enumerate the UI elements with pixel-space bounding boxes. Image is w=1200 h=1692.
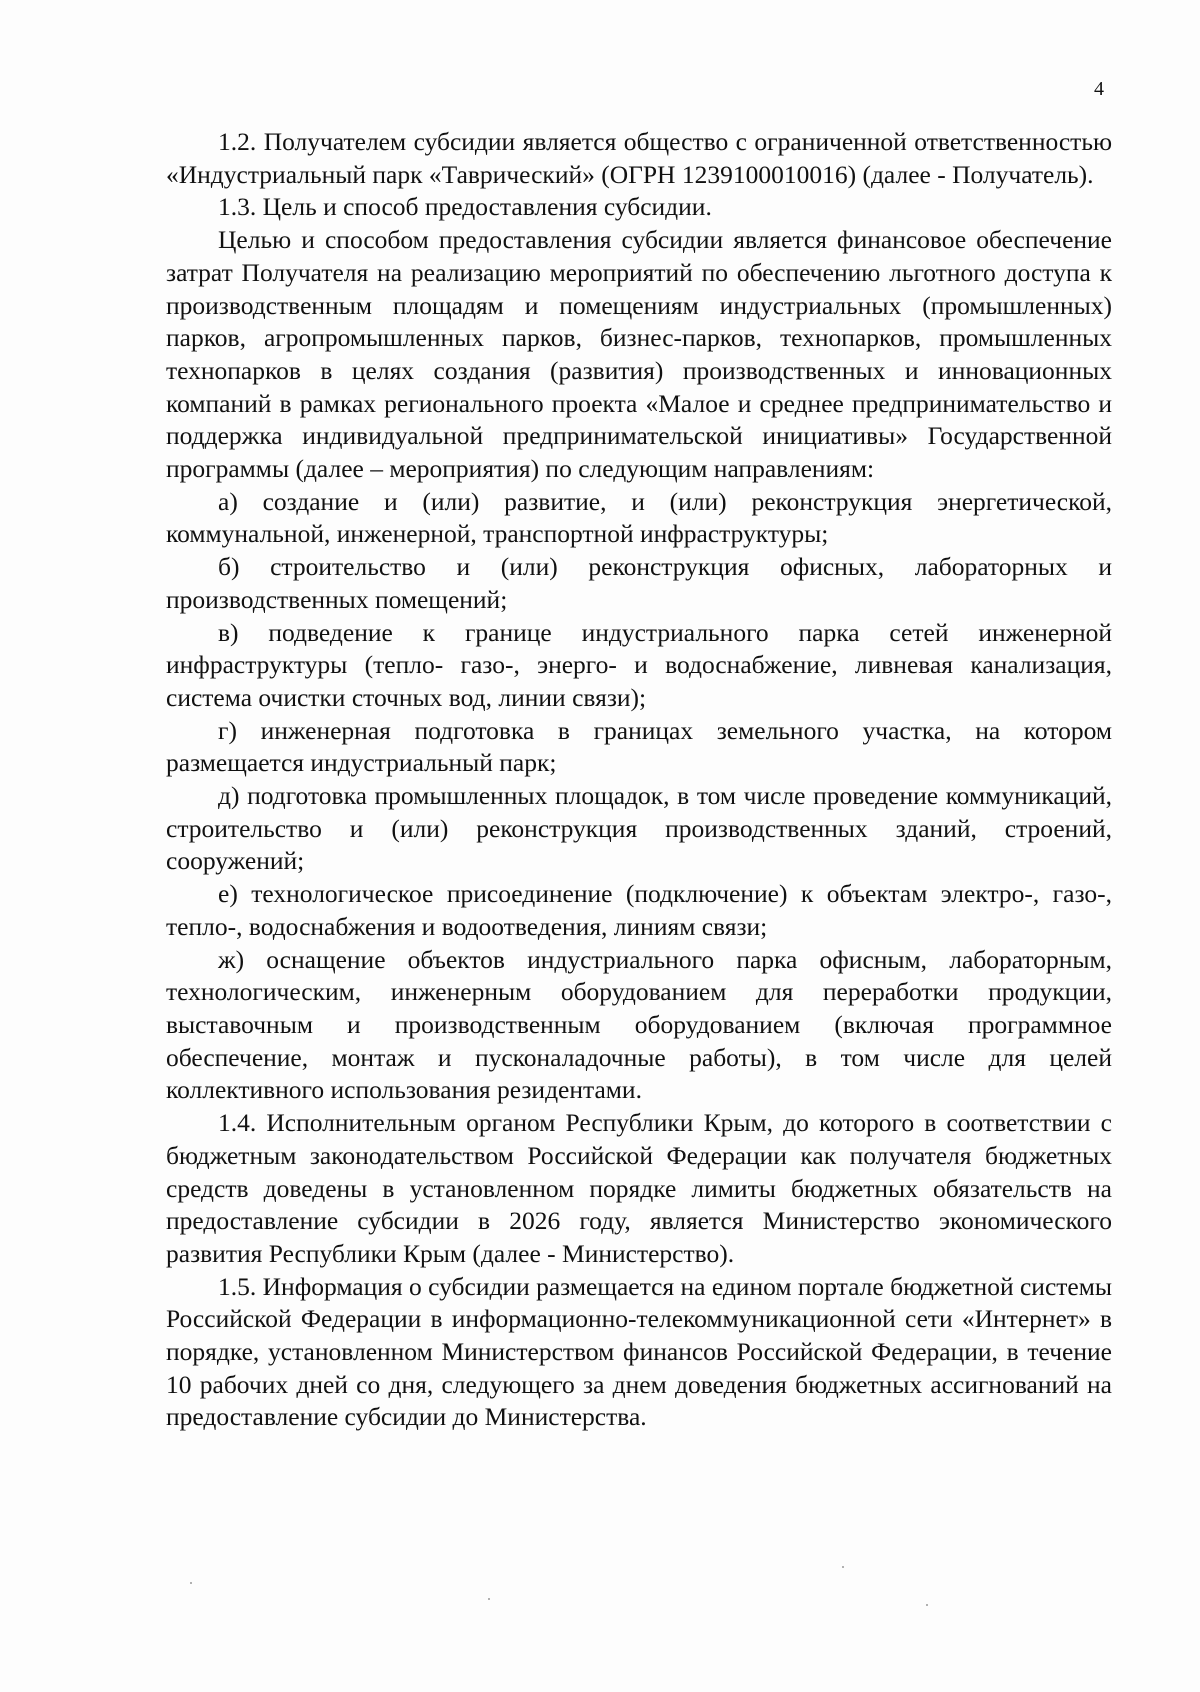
list-item-e: е) технологическое присоединение (подключение) к объектам электро-, газо-, тепло-, водоснабжения и водоотведения, линиям связи; bbox=[166, 879, 1112, 941]
paragraph-1-4: 1.4. Исполнительным органом Республики Крым, до которого в соответствии с бюджетным законодательством Российской Федерации как получателя бюджетных средств доведены в установленном порядке лимиты бюджетных обязательств на предоставление субсидии в 2026 году, является Министерство экономического развития Республики Крым (далее - Министерство). bbox=[166, 1108, 1112, 1268]
scan-artifact bbox=[190, 1582, 192, 1584]
list-item-v: в) подведение к границе индустриального парка сетей инженерной инфраструктуры (тепло- газо-, энерго- и водоснабжение, ливневая канализация, система очистки сточных вод, линии связи); bbox=[166, 617, 1112, 712]
scan-artifact bbox=[926, 1604, 928, 1606]
list-item-g: г) инженерная подготовка в границах земельного участка, на котором размещается индустриальный парк; bbox=[166, 715, 1112, 778]
scan-artifact bbox=[842, 1566, 844, 1568]
scan-artifact bbox=[488, 1598, 490, 1600]
paragraph-goal: Целью и способом предоставления субсидии является финансовое обеспечение затрат Получателя на реализацию мероприятий по обеспечению льготного доступа к производственным площадям и помещениям индустриальных (промышленных) парков, агропромышленных парков, бизнес-парков, технопарков, промышленных технопарков в целях создания (развития) производственных и инновационных компаний в рамках регионального проекта «Малое и среднее предпринимательство и поддержка индивидуальной предпринимательской инициативы» Государственной программы (далее – мероприятия) по следующим направлениям: bbox=[166, 225, 1112, 484]
paragraph-1-2: 1.2. Получателем субсидии является общество с ограниченной ответственностью «Индустриальный парк «Таврический» (ОГРН 1239100010016) (далее - Получатель). bbox=[166, 127, 1112, 189]
list-item-b: б) строительство и (или) реконструкция офисных, лабораторных и производственных помещений; bbox=[166, 552, 1112, 614]
list-item-d: д) подготовка промышленных площадок, в том числе проведение коммуникаций, строительство и (или) реконструкция производственных зданий, строений, сооружений; bbox=[166, 781, 1112, 876]
list-item-a: а) создание и (или) развитие, и (или) реконструкция энергетической, коммунальной, инженерной, транспортной инфраструктуры; bbox=[166, 486, 1112, 549]
page-number: 4 bbox=[1094, 78, 1104, 100]
paragraph-1-3: 1.3. Цель и способ предоставления субсидии. bbox=[218, 192, 712, 222]
document-body bbox=[166, 126, 1112, 1434]
list-item-zh: ж) оснащение объектов индустриального парка офисным, лабораторным, технологическим, инженерным оборудованием для переработки продукции, выставочным и производственным оборудованием (включая программное обеспечение, монтаж и пусконаладочные работы), в том числе для целей коллективного использования резидентами. bbox=[166, 944, 1112, 1105]
paragraph-1-5: 1.5. Информация о субсидии размещается на едином портале бюджетной системы Российской Федерации в информационно-телекоммуникационной сети «Интернет» в порядке, установленном Министерством финансов Российской Федерации, в течение 10 рабочих дней со дня, следующего за днем доведения бюджетных ассигнований на предоставление субсидии до Министерства. bbox=[166, 1271, 1112, 1432]
